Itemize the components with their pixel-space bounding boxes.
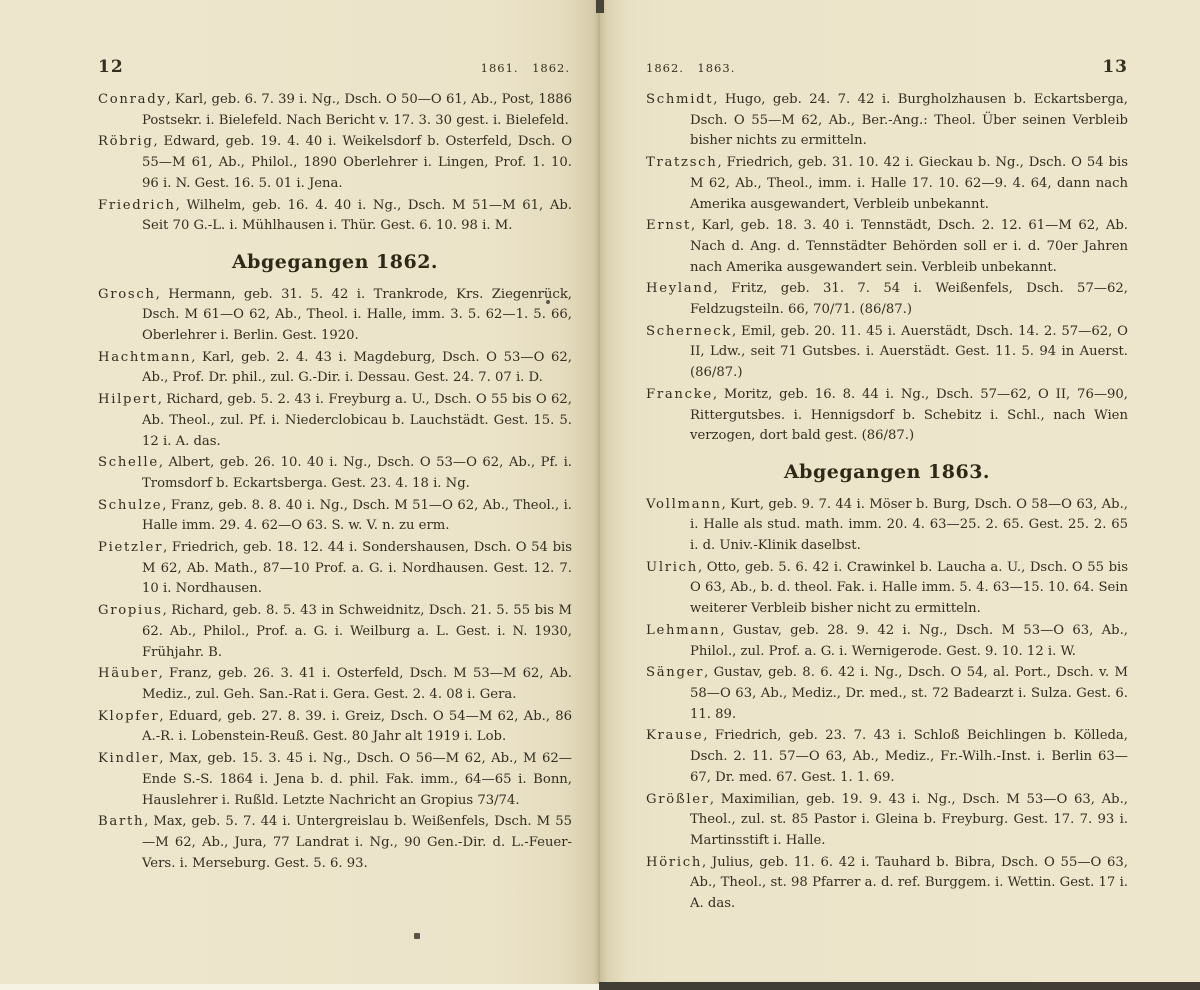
entry-surname: Heyland	[646, 281, 714, 297]
entry-surname: Conrady	[98, 92, 167, 107]
entry-surname: Pietzler	[98, 540, 164, 556]
register-entry: Barth, Max, geb. 5. 7. 44 i. Untergreislau b. Weißenfels, Dsch. M 55—M 62, Ab., Jura, 77 Landrat i. Ng., 90 Gen.-Dir. d. L.-Feuer-Vers. i. Merseburg. Gest. 5. 6. 93.	[98, 814, 572, 871]
register-entry: Kindler, Max, geb. 15. 3. 45 i. Ng., Dsch. O 56—M 62, Ab., M 62—Ende S.-S. 1864 i. Jena b. d. phil. Fak. imm., 64—65 i. Bonn, Hauslehrer i. Rußld. Letzte Nachricht an Gropius 73/74.	[98, 751, 572, 808]
register-entry: Gropius, Richard, geb. 8. 5. 43 in Schweidnitz, Dsch. 21. 5. 55 bis M 62. Ab., Philol., Prof. a. G. i. Weilburg a. L. Gest. i. N. 1930, Frühjahr. B.	[98, 603, 572, 660]
entry-surname: Francke	[646, 386, 713, 402]
section-heading: Abgegangen 1863.	[783, 460, 991, 483]
register-entry: Sänger, Gustav, geb. 8. 6. 42 i. Ng., Dsch. O 54, al. Port., Dsch. v. M 58—O 63, Ab., Mediz., Dr. med., st. 72 Badearzt i. Sulza. Gest. 6. 11. 89.	[646, 665, 1128, 722]
entry-surname: Sänger	[646, 665, 705, 681]
register-entry: Ernst, Karl, geb. 18. 3. 40 i. Tennstädt, Dsch. 2. 12. 61—M 62, Ab. Nach d. Ang. d. Tennstädter Behörden soll er i. d. 70er Jahren nach Amerika ausgewandert sein. Verbleib unbekannt.	[646, 218, 1128, 275]
register-entry: Lehmann, Gustav, geb. 28. 9. 42 i. Ng., Dsch. M 53—O 63, Ab., Philol., zul. Prof. a. G. i. Wernigerode. Gest. 9. 10. 12 i. W.	[646, 622, 1128, 659]
entry-surname: Gropius	[98, 603, 163, 619]
register-entry: Hachtmann, Karl, geb. 2. 4. 43 i. Magdeburg, Dsch. O 53—O 62, Ab., Prof. Dr. phil., zul. G.-Dir. i. Dessau. Gest. 24. 7. 07 i. D.	[98, 349, 572, 386]
entry-surname: Hilpert	[98, 392, 158, 408]
entry-surname: Friedrich	[98, 197, 176, 213]
register-entry: Vollmann, Kurt, geb. 9. 7. 44 i. Möser b. Burg, Dsch. O 58—O 63, Ab., i. Halle als stud. math. imm. 20. 4. 63—25. 2. 65. Gest. 25. 2. 65 i. d. Univ.-Klinik daselbst.	[646, 496, 1128, 554]
left-page-body	[98, 90, 572, 875]
section-heading: Abgegangen 1862.	[231, 250, 439, 273]
right-page-body	[646, 90, 1128, 916]
register-entry: Krause, Friedrich, geb. 23. 7. 43 i. Schloß Beichlingen b. Kölleda, Dsch. 2. 11. 57—O 63, Ab., Mediz., Fr.-Wilh.-Inst. i. Berlin 63—67, Dr. med. 67. Gest. 1. 1. 69.	[646, 728, 1128, 785]
register-entry: Friedrich, Wilhelm, geb. 16. 4. 40 i. Ng., Dsch. M 51—M 61, Ab. Seit 70 G.-L. i. Mühlhausen i. Thür. Gest. 6. 10. 98 i. M.	[98, 197, 572, 234]
running-head: 1861. 1862.	[480, 61, 570, 75]
register-entry: Heyland, Fritz, geb. 31. 7. 54 i. Weißenfels, Dsch. 57—62, Feldzugsteiln. 66, 70/71. (86/87.)	[646, 281, 1128, 318]
gutter-top-mark	[596, 0, 604, 13]
register-entry: Grosch, Hermann, geb. 31. 5. 42 i. Trankrode, Krs. Ziegenrück, Dsch. M 61—O 62, Ab., Theol. i. Halle, imm. 3. 5. 62—1. 5. 66, Oberlehrer i. Berlin. Gest. 1920.	[98, 286, 572, 344]
entry-surname: Kindler	[98, 751, 160, 767]
entry-surname: Größler	[646, 791, 710, 807]
entry-surname: Krause	[646, 728, 704, 744]
running-head: 1862. 1863.	[646, 61, 736, 75]
page-number: 12	[98, 57, 124, 77]
register-entry: Schmidt, Hugo, geb. 24. 7. 42 i. Burgholzhausen b. Eckartsberga, Dsch. O 55—M 62, Ab., Ber.-Ang.: Theol. Über seinen Verbleib bisher nichts zu ermitteln.	[646, 92, 1128, 149]
register-entry: Scherneck, Emil, geb. 20. 11. 45 i. Auerstädt, Dsch. 14. 2. 57—62, O II, Ldw., seit 71 Gutsbes. i. Auerstädt. Gest. 11. 5. 94 in Auerst. (86/87.)	[646, 323, 1128, 381]
register-entry: Conrady, Karl, geb. 6. 7. 39 i. Ng., Dsch. O 50—O 61, Ab., Post, 1886 Postsekr. i. Bielefeld. Nach Bericht v. 17. 3. 30 gest. i. Bielefeld.	[98, 92, 572, 128]
register-entry: Schulze, Franz, geb. 8. 8. 40 i. Ng., Dsch. M 51—O 62, Ab., Theol., i. Halle imm. 29. 4. 62—O 63. S. w. V. n. zu erm.	[98, 497, 572, 534]
entry-surname: Vollmann	[646, 496, 722, 512]
register-entry: Größler, Maximilian, geb. 19. 9. 43 i. Ng., Dsch. M 53—O 63, Ab., Theol., zul. st. 85 Pastor i. Gleina b. Freyburg. Gest. 17. 7. 93 i. Martinsstift i. Halle.	[646, 791, 1128, 848]
entry-surname: Schulze	[98, 497, 163, 513]
register-entry: Francke, Moritz, geb. 16. 8. 44 i. Ng., Dsch. 57—62, O II, 76—90, Rittergutsbes. i. Hennigsdorf b. Schebitz i. Schl., nach Wien verzogen, dort bald gest. (86/87.)	[646, 386, 1128, 444]
gutter-shadow	[598, 0, 600, 990]
bottom-scan-edge-right	[599, 982, 1200, 990]
entry-surname: Schmidt	[646, 92, 714, 107]
entry-surname: Ulrich	[646, 559, 698, 575]
entry-surname: Röbrig	[98, 134, 154, 150]
entry-surname: Tratzsch	[646, 155, 718, 171]
register-entry: Hörich, Julius, geb. 11. 6. 42 i. Tauhard b. Bibra, Dsch. O 55—O 63, Ab., Theol., st. 98 Pfarrer a. d. ref. Burggem. i. Wettin. Gest. 17 i. A. das.	[646, 854, 1128, 912]
register-entry: Klopfer, Eduard, geb. 27. 8. 39. i. Greiz, Dsch. O 54—M 62, Ab., 86 A.-R. i. Lobenstein-Reuß. Gest. 80 Jahr alt 1919 i. Lob.	[98, 708, 572, 745]
entry-surname: Hachtmann	[98, 349, 192, 365]
register-entry: Hilpert, Richard, geb. 5. 2. 43 i. Freyburg a. U., Dsch. O 55 bis O 62, Ab. Theol., zul. Pf. i. Niederclobicau b. Lauchstädt. Gest. 15. 5. 12 i. A. das.	[98, 392, 572, 449]
entry-surname: Ernst	[646, 218, 691, 234]
register-entry: Röbrig, Edward, geb. 19. 4. 40 i. Weikelsdorf b. Osterfeld, Dsch. O 55—M 61, Ab., Philol., 1890 Oberlehrer i. Lingen, Prof. 1. 10. 96 i. N. Gest. 16. 5. 01 i. Jena.	[98, 134, 572, 191]
paper-speck	[414, 933, 420, 939]
entry-surname: Schelle	[98, 455, 159, 471]
entry-surname: Scherneck	[646, 323, 732, 339]
register-entry: Schelle, Albert, geb. 26. 10. 40 i. Ng., Dsch. O 53—O 62, Ab., Pf. i. Tromsdorf b. Eckartsberga. Gest. 23. 4. 18 i. Ng.	[98, 455, 572, 491]
entry-surname: Grosch	[98, 286, 156, 302]
right-page-header	[646, 57, 1128, 77]
register-entry: Häuber, Franz, geb. 26. 3. 41 i. Osterfeld, Dsch. M 53—M 62, Ab. Mediz., zul. Geh. San.-Rat i. Gera. Gest. 2. 4. 08 i. Gera.	[98, 666, 572, 702]
entry-surname: Klopfer	[98, 708, 160, 724]
register-entry: Pietzler, Friedrich, geb. 18. 12. 44 i. Sondershausen, Dsch. O 54 bis M 62, Ab. Math., 87—10 Prof. a. G. i. Nordhausen. Gest. 12. 7. 10 i. Nordhausen.	[98, 540, 572, 597]
entry-surname: Lehmann	[646, 622, 721, 638]
register-entry: Ulrich, Otto, geb. 5. 6. 42 i. Crawinkel b. Laucha a. U., Dsch. O 55 bis O 63, Ab., b. d. theol. Fak. i. Halle imm. 5. 4. 63—15. 10. 64. Sein weiterer Verbleib bisher nicht zu ermitteln.	[646, 559, 1128, 617]
page-number: 13	[1102, 57, 1128, 77]
register-entry: Tratzsch, Friedrich, geb. 31. 10. 42 i. Gieckau b. Ng., Dsch. O 54 bis M 62, Ab., Theol., imm. i. Halle 17. 10. 62—9. 4. 64, dann nach Amerika ausgewandert, Verbleib unbekannt.	[646, 155, 1128, 212]
left-page-header	[98, 57, 570, 77]
bottom-page-edge-left	[0, 984, 599, 990]
entry-surname: Hörich	[646, 854, 703, 870]
entry-surname: Häuber	[98, 666, 159, 682]
entry-surname: Barth	[98, 814, 145, 830]
